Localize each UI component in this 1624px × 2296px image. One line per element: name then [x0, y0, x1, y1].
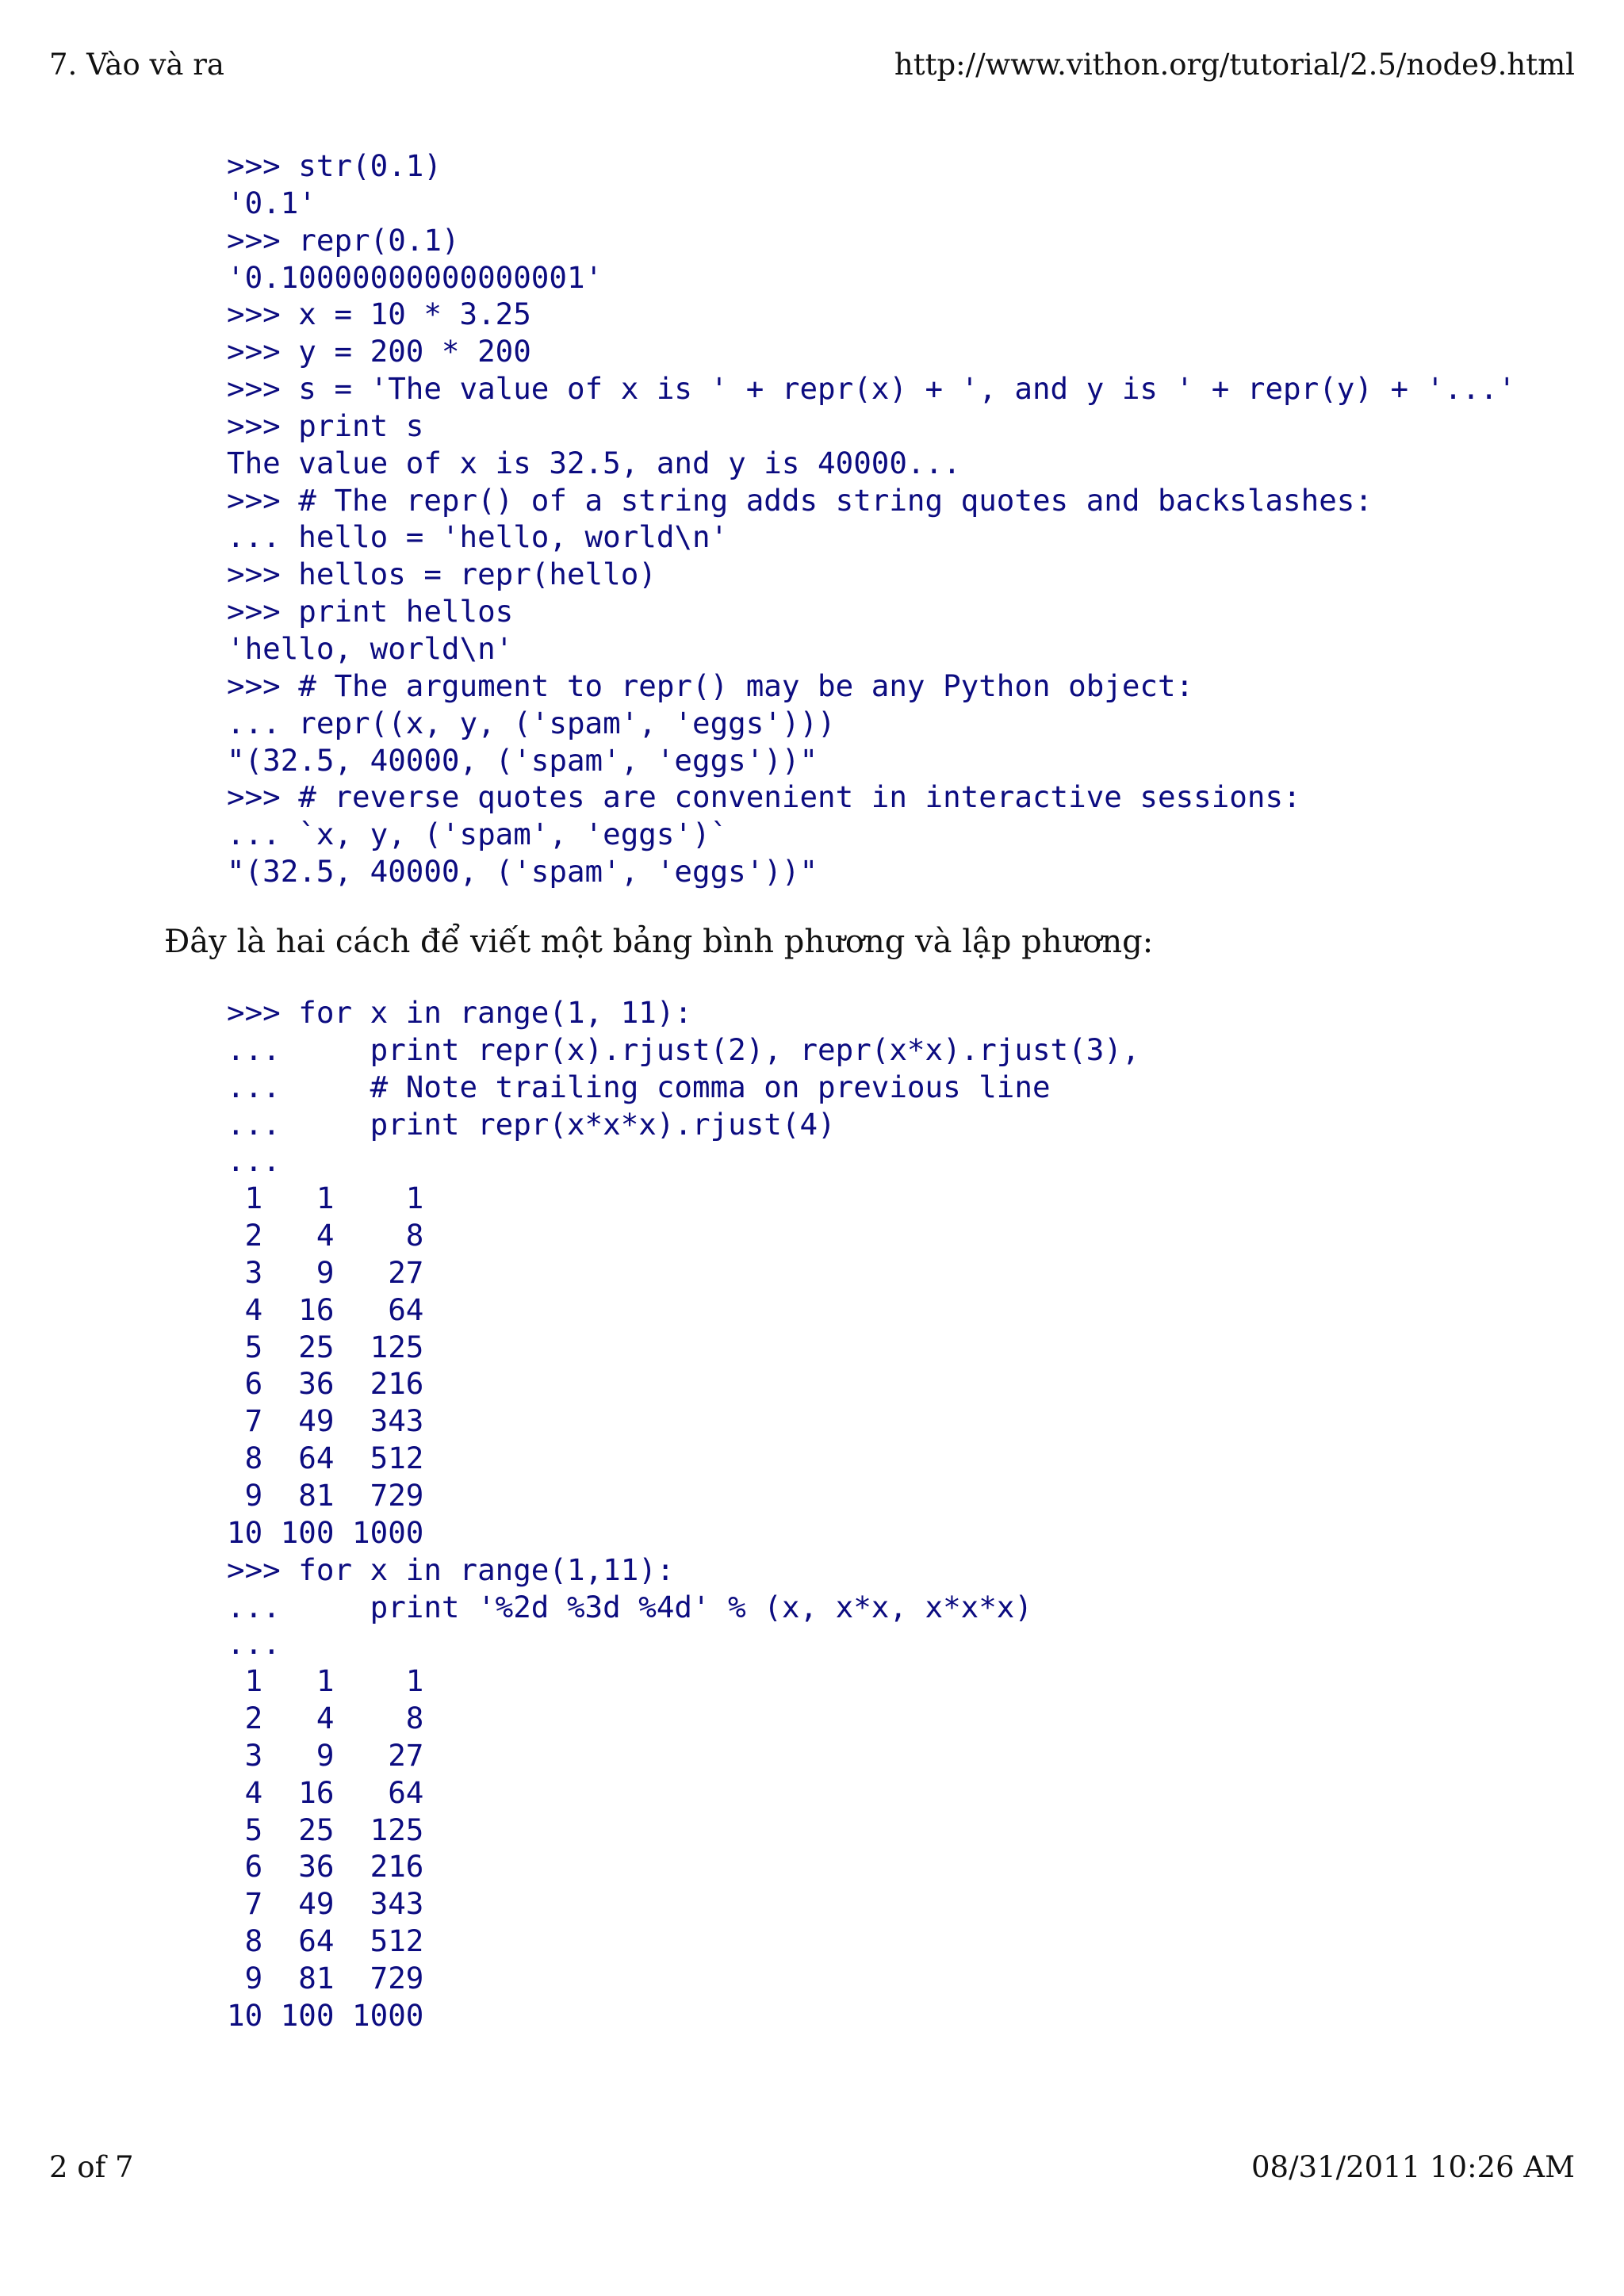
code-block-repr-examples	[227, 147, 1516, 890]
code-line: ... # Note trailing comma on previous line	[227, 1069, 1051, 1104]
code-line: >>> hellos = repr(hello)	[227, 557, 657, 592]
code-line: "(32.5, 40000, ('spam', 'eggs'))"	[227, 854, 818, 890]
code-line: 1 1 1	[227, 1663, 424, 1699]
code-line: >>> for x in range(1,11):	[227, 1552, 675, 1587]
code-line: >>> print hellos	[227, 594, 514, 629]
code-line: ... repr((x, y, ('spam', 'eggs')))	[227, 705, 836, 740]
code-line: 9 81 729	[227, 1477, 424, 1513]
code-line: >>> y = 200 * 200	[227, 334, 531, 369]
code-line: 2 4 8	[227, 1218, 424, 1253]
page-number: 2 of 7	[49, 2150, 134, 2184]
code-line: >>> x = 10 * 3.25	[227, 297, 531, 332]
code-line: 1 1 1	[227, 1181, 424, 1216]
code-line: ... `x, y, ('spam', 'eggs')`	[227, 817, 729, 852]
code-line: 7 49 343	[227, 1403, 424, 1439]
code-line: >>> # The repr() of a string adds string quotes and backslashes:	[227, 482, 1373, 518]
code-line: The value of x is 32.5, and y is 40000...	[227, 445, 961, 480]
page-header-url: http://www.vithon.org/tutorial/2.5/node9.html	[894, 48, 1575, 82]
code-line: >>> str(0.1)	[227, 148, 442, 183]
code-line: ... print '%2d %3d %4d' % (x, x*x, x*x*x)	[227, 1589, 1032, 1624]
code-line: 3 9 27	[227, 1737, 424, 1773]
code-line: 4 16 64	[227, 1774, 424, 1810]
code-line: >>> for x in range(1, 11):	[227, 995, 692, 1030]
page-header-title: 7. Vào và ra	[49, 48, 224, 82]
code-line: "(32.5, 40000, ('spam', 'eggs'))"	[227, 742, 818, 778]
code-line: 5 25 125	[227, 1812, 424, 1847]
code-line: >>> # reverse quotes are convenient in interactive sessions:	[227, 779, 1301, 815]
code-line: 10 100 1000	[227, 1514, 424, 1550]
code-line: >>> s = 'The value of x is ' + repr(x) + ', and y is ' + repr(y) + '...'	[227, 371, 1516, 407]
code-line: 8 64 512	[227, 1441, 424, 1476]
code-line: ...	[227, 1626, 281, 1662]
body-paragraph: Đây là hai cách để viết một bảng bình phương và lập phương:	[164, 924, 1154, 960]
code-line: 2 4 8	[227, 1701, 424, 1736]
code-line: '0.1'	[227, 185, 316, 220]
code-block-squares-cubes	[227, 994, 1139, 2034]
print-timestamp: 08/31/2011 10:26 AM	[1251, 2150, 1575, 2184]
code-line: 4 16 64	[227, 1292, 424, 1327]
code-line: ... hello = 'hello, world\n'	[227, 519, 729, 555]
code-line: 9 81 729	[227, 1960, 424, 1996]
code-line: 5 25 125	[227, 1329, 424, 1364]
code-line: 8 64 512	[227, 1923, 424, 1959]
code-line: >>> print s	[227, 408, 424, 443]
code-line: 3 9 27	[227, 1254, 424, 1290]
code-line: 10 100 1000	[227, 1997, 424, 2033]
code-line: ... print repr(x).rjust(2), repr(x*x).rjust(3),	[227, 1031, 1140, 1067]
code-line: '0.10000000000000001'	[227, 259, 603, 295]
code-line: 7 49 343	[227, 1886, 424, 1922]
code-line: ... print repr(x*x*x).rjust(4)	[227, 1106, 836, 1142]
code-line: 6 36 216	[227, 1366, 424, 1402]
code-line: ...	[227, 1143, 281, 1179]
code-line: >>> repr(0.1)	[227, 222, 460, 258]
code-line: 'hello, world\n'	[227, 630, 514, 666]
code-line: 6 36 216	[227, 1849, 424, 1885]
code-line: >>> # The argument to repr() may be any Python object:	[227, 668, 1194, 703]
